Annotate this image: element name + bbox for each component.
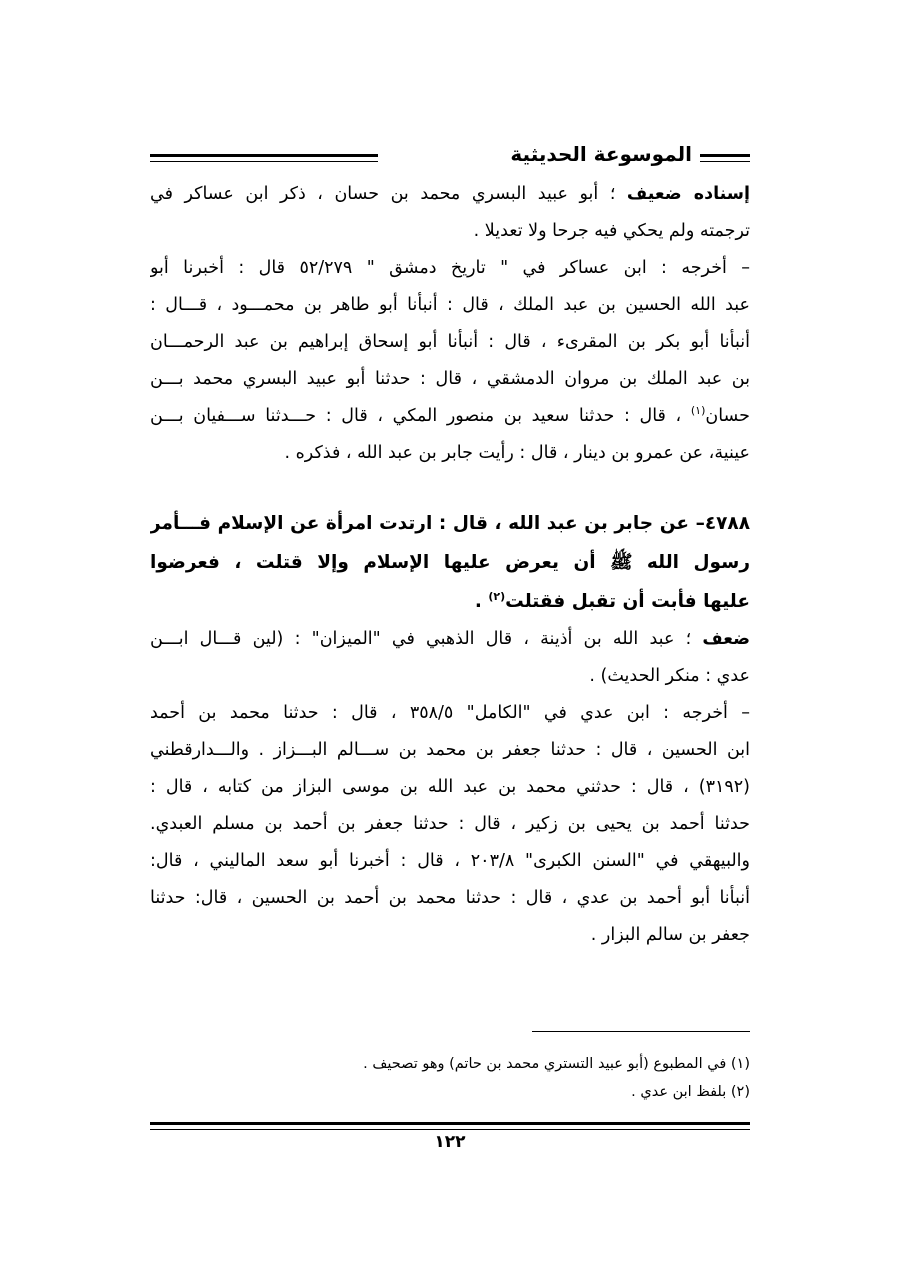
text-line: – أخرجه : ابن عدي في "الكامل" ٣٥٨/٥ ، قال : حدثنا محمد بن أحمد bbox=[150, 703, 750, 723]
text-line: – أخرجه : ابن عساكر في " تاريخ دمشق " ٥٢/٢٧٩ قال : أخبرنا أبو bbox=[150, 258, 750, 278]
paragraph-gap bbox=[150, 472, 750, 504]
header-rule-right bbox=[700, 154, 750, 162]
text-line: أنبأنا أبو أحمد بن عدي ، قال : حدثنا محمد بن أحمد بن الحسين ، قال: حدثنا bbox=[150, 888, 750, 908]
text-line: إسناده ضعيف ؛ أبو عبيد البسري محمد بن حسان ، ذكر ابن عساكر في bbox=[150, 184, 750, 204]
grading-label: إسناده ضعيف bbox=[626, 184, 750, 204]
footnote-separator bbox=[532, 1031, 750, 1032]
text-line: عدي : منكر الحديث) . bbox=[589, 666, 750, 686]
text-line: حسان$^{(١)}$ ، قال : حدثنا سعيد بن منصور المكي ، قال : حـــدثنا ســـفيان بـــن bbox=[150, 404, 750, 426]
hadith-matn-line: ٤٧٨٨– عن جابر بن عبد الله ، قال : ارتدت امرأة عن الإسلام فـــأمر bbox=[150, 513, 750, 534]
header-rule-left bbox=[150, 154, 378, 162]
text-line: حدثنا أحمد بن يحيى بن زكير ، قال : حدثنا جعفر بن أحمد بن مسلم العبدي. bbox=[150, 814, 750, 834]
grading-label: ضعف bbox=[702, 629, 750, 649]
text-line: ترجمته ولم يحكي فيه جرحا ولا تعديلا . bbox=[473, 221, 750, 241]
text-line: جعفر بن سالم البزار . bbox=[590, 925, 750, 945]
running-title: الموسوعة الحديثية bbox=[510, 142, 692, 166]
footer-rule bbox=[150, 1122, 750, 1130]
text-line: بن عبد الملك بن مروان الدمشقي ، قال : حدثنا أبو عبيد البسري محمد بـــن bbox=[150, 369, 750, 389]
hadith-matn-line: عليها فأبت أن تقبل فقتلت$^{(٢)}$ . bbox=[474, 589, 750, 612]
footnote-ref: (٢) bbox=[488, 589, 506, 603]
page-header bbox=[150, 142, 750, 172]
page-number: ١٢٢ bbox=[434, 1132, 466, 1152]
hadith-matn-line: رسول الله ﷺ أن يعرض عليها الإسلام وإلا قتلت ، فعرضوا bbox=[150, 552, 750, 573]
text-line: (٣١٩٢) ، قال : حدثني محمد بن عبد الله بن موسى البزاز من كتابه ، قال : bbox=[150, 777, 750, 797]
text-line: عينية، عن عمرو بن دينار ، قال : رأيت جابر بن عبد الله ، فذكره . bbox=[284, 443, 750, 463]
footnote: (٢) بلفظ ابن عدي . bbox=[631, 1084, 750, 1100]
text-line: عبد الله الحسين بن عبد الملك ، قال : أنبأنا أبو طاهر بن محمـــود ، قـــال : bbox=[150, 295, 750, 315]
footnote: (١) في المطبوع (أبو عبيد التستري محمد بن حاتم) وهو تصحيف . bbox=[363, 1056, 750, 1072]
text-line: ابن الحسين ، قال : حدثنا جعفر بن محمد بن ســـالم البـــزاز . والـــدارقطني bbox=[150, 740, 750, 760]
text-line: أنبأنا أبو بكر بن المقرىء ، قال : أنبأنا أبو إسحاق إبراهيم بن عبد الرحمـــان bbox=[150, 332, 750, 352]
footnotes bbox=[150, 1050, 750, 1106]
text-line: والبيهقي في "السنن الكبرى" ٢٠٣/٨ ، قال : أخبرنا أبو سعد الماليني ، قال: bbox=[150, 851, 750, 871]
text-line: ضعف ؛ عبد الله بن أذينة ، قال الذهبي في "الميزان" : (لين قـــال ابـــن bbox=[150, 629, 750, 649]
main-text bbox=[150, 176, 750, 954]
footnote-ref: (١) bbox=[690, 404, 706, 418]
